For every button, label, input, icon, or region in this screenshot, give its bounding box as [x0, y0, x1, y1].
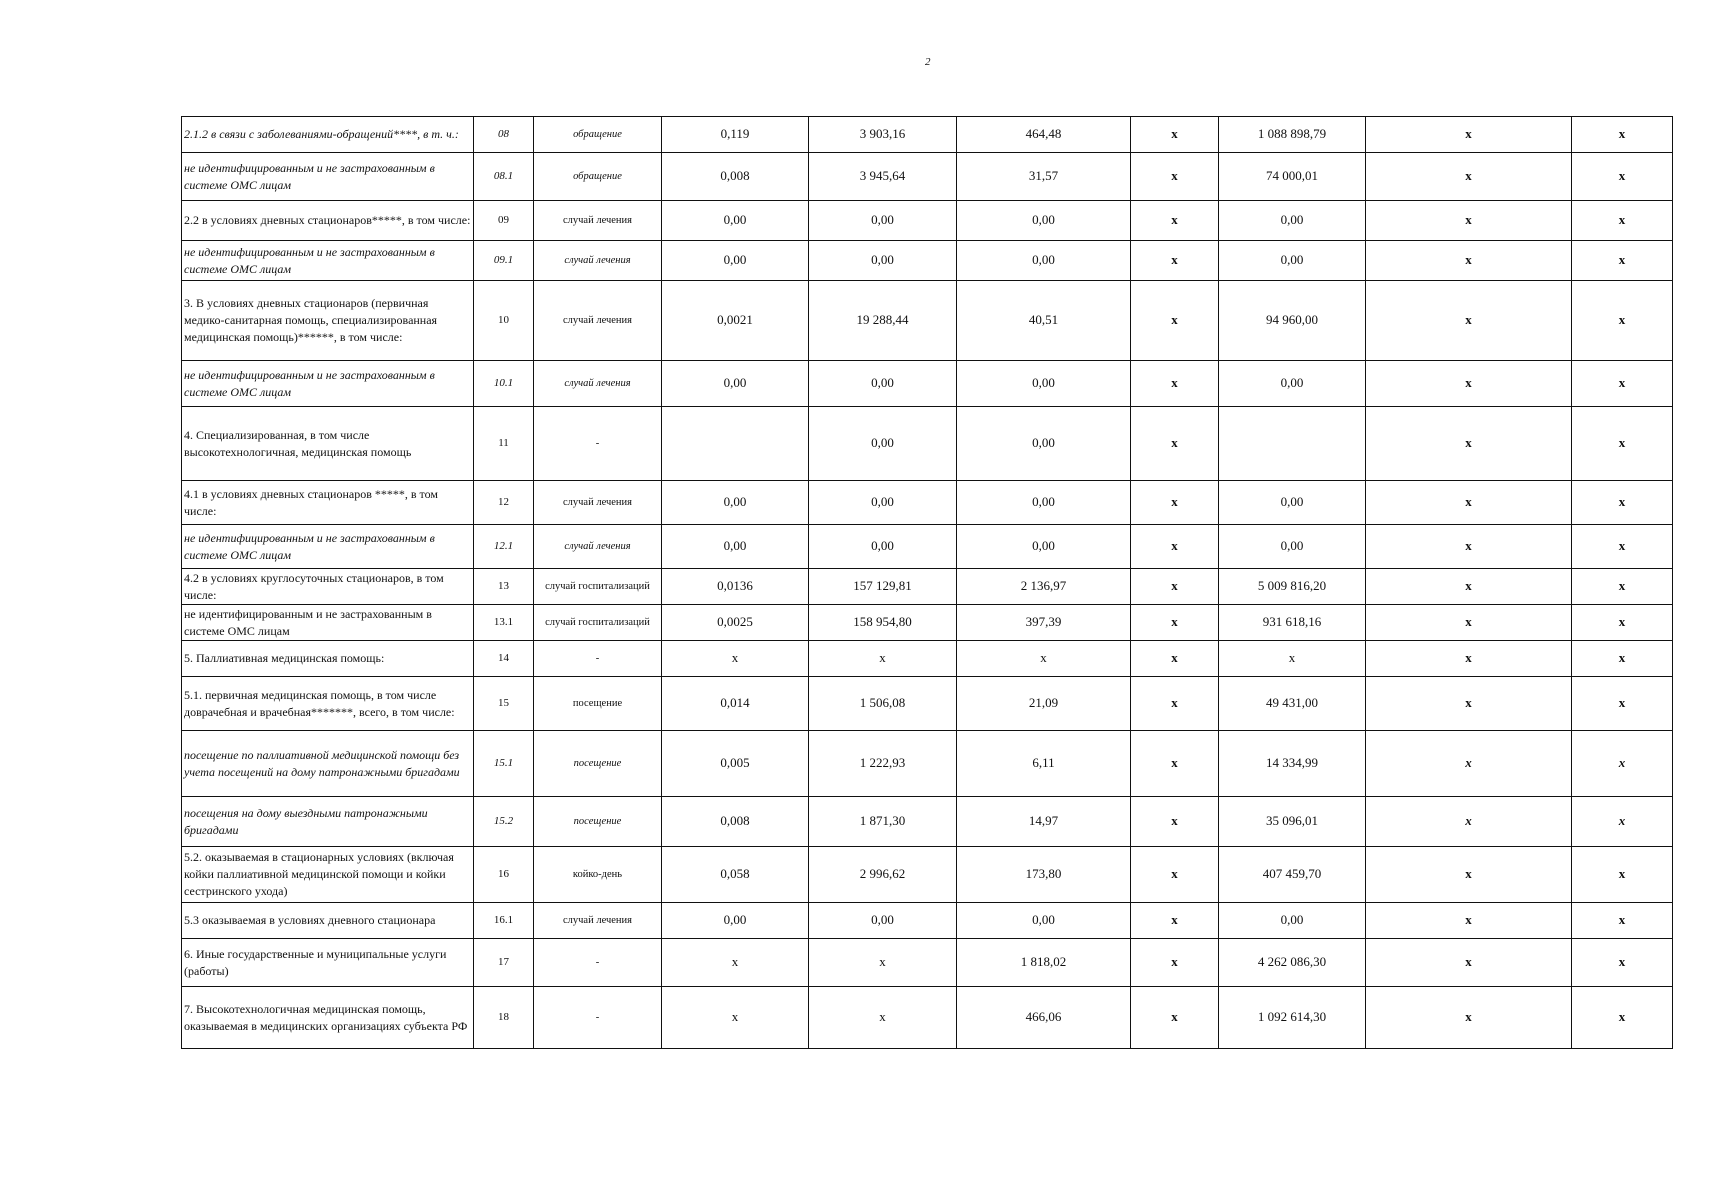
row-volume-cell: [662, 407, 809, 481]
row-cost-cell: 1 506,08: [809, 677, 957, 731]
row-code-cell: 16: [474, 847, 534, 903]
row-oms-total-cell: x: [1366, 731, 1572, 797]
row-volume-cell: 0,00: [662, 201, 809, 241]
row-percent-cell: x: [1572, 847, 1673, 903]
row-cost-cell: 0,00: [809, 407, 957, 481]
row-budget-total-cell: 0,00: [1219, 481, 1366, 525]
row-unit-cell: посещение: [534, 731, 662, 797]
row-percent-cell: x: [1572, 407, 1673, 481]
table-row: [182, 569, 1673, 605]
row-cost-cell: 0,00: [809, 241, 957, 281]
row-name-cell: 2.2 в условиях дневных стационаров*****, в том числе:: [182, 201, 474, 241]
row-oms-total-cell: x: [1366, 281, 1572, 361]
row-unit-cell: койко-день: [534, 847, 662, 903]
row-budget-per-capita-cell: 0,00: [957, 903, 1131, 939]
row-name-cell: 4.2 в условиях круглосуточных стационаров, в том числе:: [182, 569, 474, 605]
row-oms-per-capita-cell: x: [1131, 117, 1219, 153]
row-volume-cell: 0,00: [662, 241, 809, 281]
row-cost-cell: 2 996,62: [809, 847, 957, 903]
row-volume-cell: 0,005: [662, 731, 809, 797]
financial-norms-table: [181, 116, 1673, 1049]
row-name-cell: 5.2. оказываемая в стационарных условиях (включая койки паллиативной медицинской помощи и койки сестринского ухода): [182, 847, 474, 903]
row-oms-total-cell: x: [1366, 201, 1572, 241]
row-unit-cell: посещение: [534, 797, 662, 847]
row-oms-total-cell: x: [1366, 407, 1572, 481]
row-budget-total-cell: 1 088 898,79: [1219, 117, 1366, 153]
table-row: [182, 117, 1673, 153]
row-oms-total-cell: x: [1366, 605, 1572, 641]
row-oms-per-capita-cell: x: [1131, 481, 1219, 525]
row-volume-cell: 0,00: [662, 525, 809, 569]
table-row: [182, 641, 1673, 677]
row-budget-total-cell: 94 960,00: [1219, 281, 1366, 361]
row-code-cell: 13.1: [474, 605, 534, 641]
table-row: [182, 281, 1673, 361]
row-volume-cell: x: [662, 641, 809, 677]
table-row: [182, 797, 1673, 847]
table-row: [182, 201, 1673, 241]
row-volume-cell: 0,0021: [662, 281, 809, 361]
row-cost-cell: 0,00: [809, 361, 957, 407]
row-volume-cell: 0,0136: [662, 569, 809, 605]
table-row: [182, 847, 1673, 903]
row-code-cell: 18: [474, 987, 534, 1049]
row-percent-cell: x: [1572, 641, 1673, 677]
row-budget-total-cell: [1219, 407, 1366, 481]
row-oms-per-capita-cell: x: [1131, 987, 1219, 1049]
row-budget-per-capita-cell: 0,00: [957, 407, 1131, 481]
row-volume-cell: 0,00: [662, 481, 809, 525]
row-percent-cell: x: [1572, 241, 1673, 281]
row-oms-per-capita-cell: x: [1131, 605, 1219, 641]
row-unit-cell: обращение: [534, 117, 662, 153]
table-row: [182, 605, 1673, 641]
row-oms-per-capita-cell: x: [1131, 241, 1219, 281]
row-oms-total-cell: x: [1366, 987, 1572, 1049]
table-row: [182, 731, 1673, 797]
row-cost-cell: 0,00: [809, 201, 957, 241]
row-name-cell: 4. Специализированная, в том числе высокотехнологичная, медицинская помощь: [182, 407, 474, 481]
row-unit-cell: -: [534, 987, 662, 1049]
row-budget-total-cell: 1 092 614,30: [1219, 987, 1366, 1049]
row-budget-per-capita-cell: 466,06: [957, 987, 1131, 1049]
row-budget-per-capita-cell: 397,39: [957, 605, 1131, 641]
row-name-cell: не идентифицированным и не застрахованным в системе ОМС лицам: [182, 153, 474, 201]
row-budget-per-capita-cell: 21,09: [957, 677, 1131, 731]
row-code-cell: 09.1: [474, 241, 534, 281]
row-budget-total-cell: 5 009 816,20: [1219, 569, 1366, 605]
row-percent-cell: x: [1572, 605, 1673, 641]
row-budget-total-cell: 931 618,16: [1219, 605, 1366, 641]
row-code-cell: 11: [474, 407, 534, 481]
row-percent-cell: x: [1572, 201, 1673, 241]
page-number: 2: [925, 56, 931, 68]
row-percent-cell: x: [1572, 987, 1673, 1049]
table-row: [182, 525, 1673, 569]
row-unit-cell: посещение: [534, 677, 662, 731]
row-budget-per-capita-cell: 31,57: [957, 153, 1131, 201]
row-name-cell: посещение по паллиативной медицинской помощи без учета посещений на дому патронажными бригадами: [182, 731, 474, 797]
row-name-cell: 6. Иные государственные и муниципальные услуги (работы): [182, 939, 474, 987]
row-name-cell: 4.1 в условиях дневных стационаров *****, в том числе:: [182, 481, 474, 525]
row-oms-total-cell: x: [1366, 361, 1572, 407]
row-oms-total-cell: x: [1366, 847, 1572, 903]
row-cost-cell: 1 871,30: [809, 797, 957, 847]
row-oms-total-cell: x: [1366, 641, 1572, 677]
table-row: [182, 153, 1673, 201]
row-volume-cell: x: [662, 939, 809, 987]
row-percent-cell: x: [1572, 525, 1673, 569]
row-budget-per-capita-cell: 1 818,02: [957, 939, 1131, 987]
row-unit-cell: -: [534, 641, 662, 677]
table-row: [182, 939, 1673, 987]
table-body: [182, 117, 1673, 1049]
row-oms-per-capita-cell: x: [1131, 847, 1219, 903]
row-cost-cell: 19 288,44: [809, 281, 957, 361]
row-budget-per-capita-cell: 173,80: [957, 847, 1131, 903]
row-oms-per-capita-cell: x: [1131, 641, 1219, 677]
row-code-cell: 08: [474, 117, 534, 153]
row-name-cell: не идентифицированным и не застрахованным в системе ОМС лицам: [182, 241, 474, 281]
row-volume-cell: x: [662, 987, 809, 1049]
row-code-cell: 10: [474, 281, 534, 361]
row-cost-cell: x: [809, 939, 957, 987]
row-volume-cell: 0,00: [662, 903, 809, 939]
row-oms-per-capita-cell: x: [1131, 677, 1219, 731]
row-code-cell: 14: [474, 641, 534, 677]
row-name-cell: 5. Паллиативная медицинская помощь:: [182, 641, 474, 677]
row-cost-cell: 0,00: [809, 525, 957, 569]
table-row: [182, 407, 1673, 481]
row-budget-per-capita-cell: 2 136,97: [957, 569, 1131, 605]
row-oms-total-cell: x: [1366, 677, 1572, 731]
row-percent-cell: x: [1572, 731, 1673, 797]
row-unit-cell: случай лечения: [534, 241, 662, 281]
row-code-cell: 12: [474, 481, 534, 525]
row-volume-cell: 0,008: [662, 797, 809, 847]
row-budget-total-cell: 0,00: [1219, 361, 1366, 407]
row-budget-per-capita-cell: 464,48: [957, 117, 1131, 153]
row-budget-per-capita-cell: 0,00: [957, 241, 1131, 281]
table-row: [182, 987, 1673, 1049]
row-cost-cell: 157 129,81: [809, 569, 957, 605]
row-unit-cell: случай лечения: [534, 903, 662, 939]
row-name-cell: 5.1. первичная медицинская помощь, в том числе доврачебная и врачебная*******, всего, в том числе:: [182, 677, 474, 731]
row-budget-per-capita-cell: x: [957, 641, 1131, 677]
row-budget-per-capita-cell: 14,97: [957, 797, 1131, 847]
row-unit-cell: случай лечения: [534, 201, 662, 241]
row-volume-cell: 0,058: [662, 847, 809, 903]
table-row: [182, 903, 1673, 939]
row-oms-per-capita-cell: x: [1131, 797, 1219, 847]
row-budget-per-capita-cell: 0,00: [957, 201, 1131, 241]
row-unit-cell: -: [534, 407, 662, 481]
row-volume-cell: 0,0025: [662, 605, 809, 641]
row-percent-cell: x: [1572, 677, 1673, 731]
row-budget-total-cell: 0,00: [1219, 201, 1366, 241]
row-budget-per-capita-cell: 6,11: [957, 731, 1131, 797]
row-percent-cell: x: [1572, 797, 1673, 847]
row-budget-total-cell: 35 096,01: [1219, 797, 1366, 847]
row-budget-per-capita-cell: 0,00: [957, 525, 1131, 569]
row-budget-total-cell: 407 459,70: [1219, 847, 1366, 903]
row-oms-total-cell: x: [1366, 569, 1572, 605]
row-oms-per-capita-cell: x: [1131, 201, 1219, 241]
row-unit-cell: случай госпитализаций: [534, 569, 662, 605]
row-code-cell: 10.1: [474, 361, 534, 407]
row-cost-cell: 158 954,80: [809, 605, 957, 641]
row-unit-cell: обращение: [534, 153, 662, 201]
row-name-cell: 5.3 оказываемая в условиях дневного стационара: [182, 903, 474, 939]
row-oms-total-cell: x: [1366, 797, 1572, 847]
row-budget-total-cell: 0,00: [1219, 241, 1366, 281]
row-volume-cell: 0,119: [662, 117, 809, 153]
row-budget-per-capita-cell: 0,00: [957, 481, 1131, 525]
row-oms-total-cell: x: [1366, 153, 1572, 201]
row-oms-per-capita-cell: x: [1131, 407, 1219, 481]
row-percent-cell: x: [1572, 281, 1673, 361]
row-volume-cell: 0,00: [662, 361, 809, 407]
row-code-cell: 12.1: [474, 525, 534, 569]
row-oms-total-cell: x: [1366, 241, 1572, 281]
row-oms-per-capita-cell: x: [1131, 569, 1219, 605]
table-row: [182, 481, 1673, 525]
row-oms-per-capita-cell: x: [1131, 361, 1219, 407]
row-volume-cell: 0,008: [662, 153, 809, 201]
row-oms-per-capita-cell: x: [1131, 939, 1219, 987]
row-name-cell: не идентифицированным и не застрахованным в системе ОМС лицам: [182, 605, 474, 641]
table-row: [182, 361, 1673, 407]
row-name-cell: не идентифицированным и не застрахованным в системе ОМС лицам: [182, 361, 474, 407]
row-budget-per-capita-cell: 0,00: [957, 361, 1131, 407]
row-cost-cell: x: [809, 987, 957, 1049]
row-budget-total-cell: 0,00: [1219, 525, 1366, 569]
row-code-cell: 08.1: [474, 153, 534, 201]
row-oms-total-cell: x: [1366, 481, 1572, 525]
row-code-cell: 15.2: [474, 797, 534, 847]
row-percent-cell: x: [1572, 481, 1673, 525]
table-row: [182, 241, 1673, 281]
row-name-cell: 3. В условиях дневных стационаров (первичная медико-санитарная помощь, специализированная медицинская помощь)******, в том числе:: [182, 281, 474, 361]
row-name-cell: 7. Высокотехнологичная медицинская помощь, оказываемая в медицинских организациях субъекта РФ: [182, 987, 474, 1049]
row-oms-per-capita-cell: x: [1131, 525, 1219, 569]
row-cost-cell: 0,00: [809, 481, 957, 525]
row-cost-cell: 3 945,64: [809, 153, 957, 201]
row-budget-per-capita-cell: 40,51: [957, 281, 1131, 361]
row-cost-cell: 3 903,16: [809, 117, 957, 153]
row-oms-per-capita-cell: x: [1131, 903, 1219, 939]
row-unit-cell: случай лечения: [534, 525, 662, 569]
row-oms-total-cell: x: [1366, 525, 1572, 569]
row-unit-cell: случай лечения: [534, 481, 662, 525]
row-code-cell: 17: [474, 939, 534, 987]
row-name-cell: посещения на дому выездными патронажными бригадами: [182, 797, 474, 847]
row-volume-cell: 0,014: [662, 677, 809, 731]
row-budget-total-cell: 49 431,00: [1219, 677, 1366, 731]
row-cost-cell: 1 222,93: [809, 731, 957, 797]
row-cost-cell: 0,00: [809, 903, 957, 939]
row-unit-cell: случай лечения: [534, 361, 662, 407]
row-percent-cell: x: [1572, 117, 1673, 153]
row-code-cell: 09: [474, 201, 534, 241]
row-unit-cell: случай госпитализаций: [534, 605, 662, 641]
row-budget-total-cell: 14 334,99: [1219, 731, 1366, 797]
row-budget-total-cell: x: [1219, 641, 1366, 677]
row-percent-cell: x: [1572, 153, 1673, 201]
row-percent-cell: x: [1572, 361, 1673, 407]
row-oms-per-capita-cell: x: [1131, 153, 1219, 201]
row-oms-per-capita-cell: x: [1131, 731, 1219, 797]
row-unit-cell: -: [534, 939, 662, 987]
row-unit-cell: случай лечения: [534, 281, 662, 361]
table-row: [182, 677, 1673, 731]
row-cost-cell: x: [809, 641, 957, 677]
row-percent-cell: x: [1572, 569, 1673, 605]
row-percent-cell: x: [1572, 939, 1673, 987]
row-code-cell: 13: [474, 569, 534, 605]
row-oms-total-cell: x: [1366, 117, 1572, 153]
row-oms-total-cell: x: [1366, 939, 1572, 987]
row-budget-total-cell: 0,00: [1219, 903, 1366, 939]
row-name-cell: 2.1.2 в связи с заболеваниями-обращений****, в т. ч.:: [182, 117, 474, 153]
row-name-cell: не идентифицированным и не застрахованным в системе ОМС лицам: [182, 525, 474, 569]
row-oms-per-capita-cell: x: [1131, 281, 1219, 361]
row-oms-total-cell: x: [1366, 903, 1572, 939]
row-budget-total-cell: 74 000,01: [1219, 153, 1366, 201]
row-code-cell: 15.1: [474, 731, 534, 797]
row-code-cell: 16.1: [474, 903, 534, 939]
row-percent-cell: x: [1572, 903, 1673, 939]
row-code-cell: 15: [474, 677, 534, 731]
row-budget-total-cell: 4 262 086,30: [1219, 939, 1366, 987]
